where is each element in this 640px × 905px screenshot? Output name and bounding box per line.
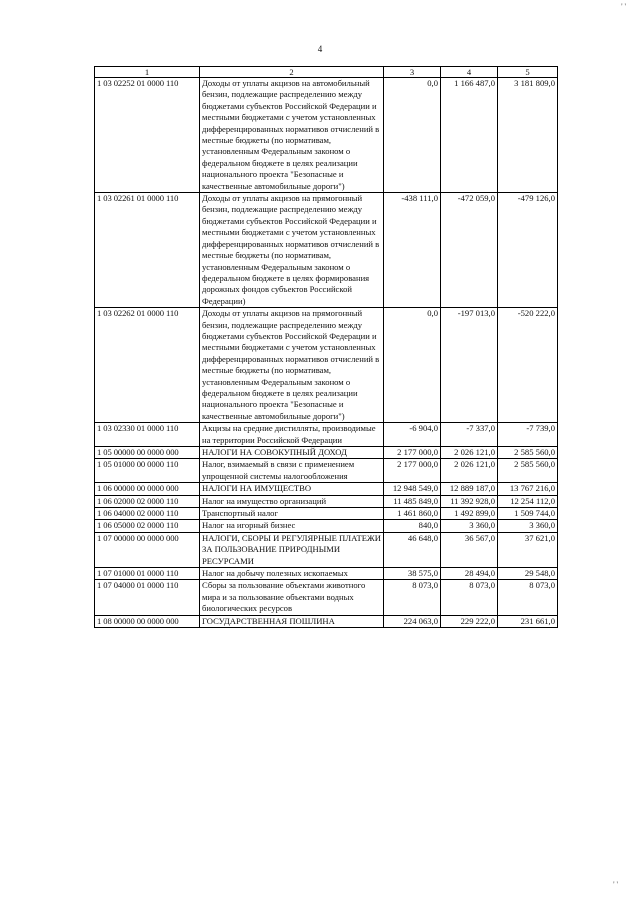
row-name: НАЛОГИ НА ИМУЩЕСТВО: [200, 483, 384, 495]
row-value-col3: 1 461 860,0: [384, 508, 441, 520]
row-name: Сборы за пользование объектами животного мира и за пользование объектами водных биологических ресурсов: [200, 580, 384, 615]
row-value-col4: 229 222,0: [441, 615, 498, 627]
row-value-col4: 12 889 187,0: [441, 483, 498, 495]
row-name: Налог на имущество организаций: [200, 495, 384, 507]
row-value-col3: 2 177 000,0: [384, 459, 441, 483]
row-code: 1 03 02330 01 0000 110: [95, 423, 200, 447]
row-value-col3: 46 648,0: [384, 532, 441, 567]
row-code: 1 05 01000 00 0000 110: [95, 459, 200, 483]
table-row: [95, 483, 558, 495]
row-code: 1 06 00000 00 0000 000: [95, 483, 200, 495]
row-value-col3: 840,0: [384, 520, 441, 532]
row-value-col5: 2 585 560,0: [498, 447, 558, 459]
row-value-col4: 11 392 928,0: [441, 495, 498, 507]
table-row: [95, 459, 558, 483]
row-value-col5: 37 621,0: [498, 532, 558, 567]
row-value-col5: 8 073,0: [498, 580, 558, 615]
row-value-col5: -520 222,0: [498, 308, 558, 423]
row-value-col3: 224 063,0: [384, 615, 441, 627]
row-code: 1 07 04000 01 0000 110: [95, 580, 200, 615]
corner-scan-mark-bottom: ' ': [613, 880, 618, 889]
row-value-col3: 12 948 549,0: [384, 483, 441, 495]
row-code: 1 03 02261 01 0000 110: [95, 193, 200, 308]
row-value-col4: -197 013,0: [441, 308, 498, 423]
row-value-col4: 2 026 121,0: [441, 459, 498, 483]
table-row: [95, 495, 558, 507]
row-name: НАЛОГИ НА СОВОКУПНЫЙ ДОХОД: [200, 447, 384, 459]
row-code: 1 07 01000 01 0000 110: [95, 568, 200, 580]
row-code: 1 05 00000 00 0000 000: [95, 447, 200, 459]
table-row: [95, 508, 558, 520]
row-value-col3: 8 073,0: [384, 580, 441, 615]
row-value-col5: 13 767 216,0: [498, 483, 558, 495]
table-row: [95, 423, 558, 447]
table-row: [95, 532, 558, 567]
row-value-col3: 38 575,0: [384, 568, 441, 580]
header-col-1: 1: [95, 67, 200, 78]
row-value-col5: 3 360,0: [498, 520, 558, 532]
row-value-col4: 1 492 899,0: [441, 508, 498, 520]
row-value-col3: -6 904,0: [384, 423, 441, 447]
row-value-col5: 231 661,0: [498, 615, 558, 627]
row-value-col4: 28 494,0: [441, 568, 498, 580]
header-col-4: 4: [441, 67, 498, 78]
row-name: Налог на добычу полезных ископаемых: [200, 568, 384, 580]
row-value-col5: -7 739,0: [498, 423, 558, 447]
row-value-col4: 2 026 121,0: [441, 447, 498, 459]
row-value-col3: 0,0: [384, 78, 441, 193]
row-value-col5: 12 254 112,0: [498, 495, 558, 507]
page-number: 4: [317, 44, 323, 54]
row-code: 1 06 04000 02 0000 110: [95, 508, 200, 520]
header-col-3: 3: [384, 67, 441, 78]
row-value-col4: 8 073,0: [441, 580, 498, 615]
row-value-col3: 0,0: [384, 308, 441, 423]
row-name: НАЛОГИ, СБОРЫ И РЕГУЛЯРНЫЕ ПЛАТЕЖИ ЗА ПОЛЬЗОВАНИЕ ПРИРОДНЫМИ РЕСУРСАМИ: [200, 532, 384, 567]
table-header-row: [95, 67, 558, 78]
row-code: 1 06 05000 02 0000 110: [95, 520, 200, 532]
revenue-table: [94, 66, 558, 628]
row-name: Налог на игорный бизнес: [200, 520, 384, 532]
row-value-col3: 11 485 849,0: [384, 495, 441, 507]
row-value-col5: 2 585 560,0: [498, 459, 558, 483]
row-value-col4: 36 567,0: [441, 532, 498, 567]
corner-scan-mark: ' ': [621, 2, 626, 11]
row-code: 1 03 02252 01 0000 110: [95, 78, 200, 193]
row-value-col4: 1 166 487,0: [441, 78, 498, 193]
row-value-col4: -7 337,0: [441, 423, 498, 447]
row-name: Доходы от уплаты акцизов на автомобильный бензин, подлежащие распределению между бюджетами субъектов Российской Федерации и местными бюджетами с учетом установленных дифференцированных нормативов отчислений в местные бюджеты (по нормативам, установленным Федеральным законом о федеральном бюджете в целях реализации национального проекта "Безопасные и качественные автомобильные дороги"): [200, 78, 384, 193]
row-value-col3: 2 177 000,0: [384, 447, 441, 459]
row-name: Транспортный налог: [200, 508, 384, 520]
row-code: 1 06 02000 02 0000 110: [95, 495, 200, 507]
row-value-col5: 3 181 809,0: [498, 78, 558, 193]
row-name: Доходы от уплаты акцизов на прямогонный бензин, подлежащие распределению между бюджетами субъектов Российской Федерации и местными бюджетами с учетом установленных дифференцированных нормативов отчислений в местные бюджеты (по нормативам, установленным Федеральным законом о федеральном бюджете в целях формирования дорожных фондов субъектов Российской Федерации): [200, 193, 384, 308]
row-name: Акцизы на средние дистилляты, производимые на территории Российской Федерации: [200, 423, 384, 447]
header-col-5: 5: [498, 67, 558, 78]
table-row: [95, 193, 558, 308]
row-value-col5: 29 548,0: [498, 568, 558, 580]
row-code: 1 08 00000 00 0000 000: [95, 615, 200, 627]
row-code: 1 03 02262 01 0000 110: [95, 308, 200, 423]
table-row: [95, 447, 558, 459]
table-row: [95, 568, 558, 580]
row-value-col4: -472 059,0: [441, 193, 498, 308]
header-col-2: 2: [200, 67, 384, 78]
row-name: ГОСУДАРСТВЕННАЯ ПОШЛИНА: [200, 615, 384, 627]
row-value-col5: -479 126,0: [498, 193, 558, 308]
table-row: [95, 580, 558, 615]
row-code: 1 07 00000 00 0000 000: [95, 532, 200, 567]
row-value-col3: -438 111,0: [384, 193, 441, 308]
row-value-col5: 1 509 744,0: [498, 508, 558, 520]
row-value-col4: 3 360,0: [441, 520, 498, 532]
row-name: Доходы от уплаты акцизов на прямогонный бензин, подлежащие распределению между бюджетами субъектов Российской Федерации и местными бюджетами с учетом установленных дифференцированных нормативов отчислений в местные бюджеты (по нормативам, установленным Федеральным законом о федеральном бюджете в целях реализации национального проекта "Безопасные и качественные автомобильные дороги"): [200, 308, 384, 423]
row-name: Налог, взимаемый в связи с применением упрощенной системы налогообложения: [200, 459, 384, 483]
table-row: [95, 308, 558, 423]
table-row: [95, 78, 558, 193]
table-row: [95, 520, 558, 532]
table-row: [95, 615, 558, 627]
